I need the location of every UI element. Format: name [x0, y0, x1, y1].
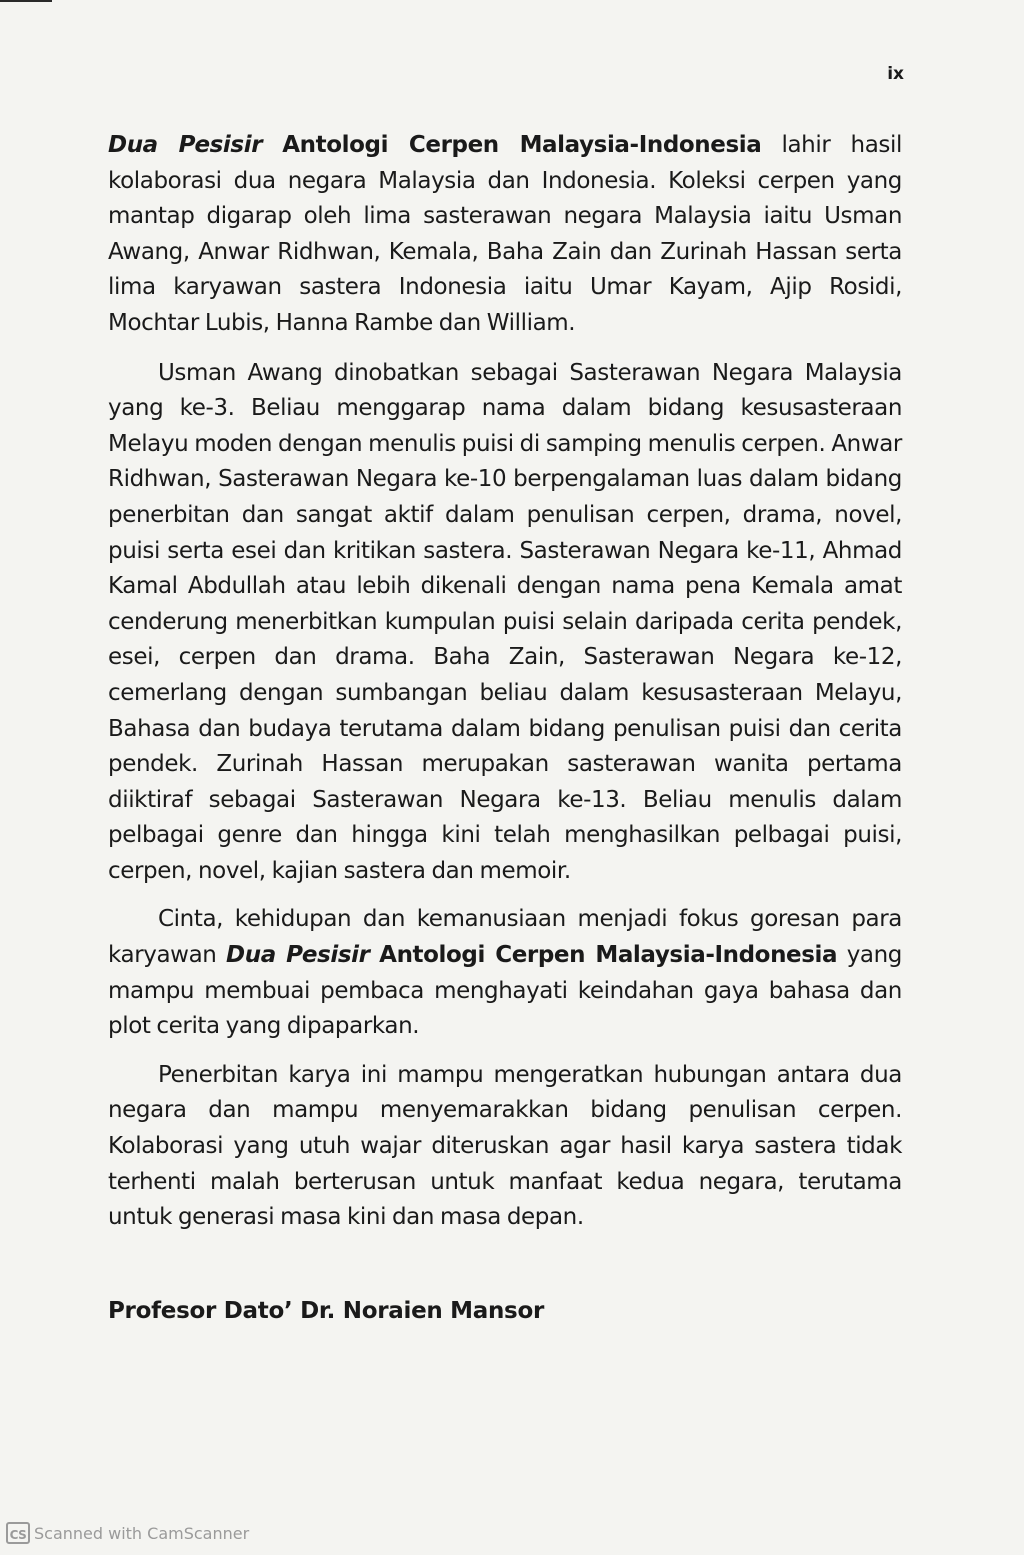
paragraph-focus: [108, 902, 902, 1044]
paragraph-authors: Usman Awang dinobatkan sebagai Sasterawan Negara Malaysia yang ke-3. Beliau menggarap nama dalam bidang kesusasteraan Melayu moden dengan menulis puisi di samping menulis cerpen. Anwar Ridhwan, Sasterawan Negara ke-10 berpengalaman luas dalam bidang penerbitan dan sangat aktif dalam penulisan cerpen, drama, novel, puisi serta esei dan kritikan sastera. Sasterawan Negara ke-11, Ahmad Kamal Abdullah atau lebih dikenali dengan nama pena Kemala amat cenderung menerbitkan kumpulan puisi selain daripada cerita pendek, esei, cerpen dan drama. Baha Zain, Sasterawan Negara ke-12, cemerlang dengan sumbangan beliau dalam kesusasteraan Melayu, Bahasa dan budaya terutama dalam bidang penulisan puisi dan cerita pendek. Zurinah Hassan merupakan sasterawan wanita pertama diiktiraf sebagai Sasterawan Negara ke-13. Beliau menulis dalam pelbagai genre dan hingga kini telah menghasilkan pelbagai puisi, cerpen, novel, kajian sastera dan memoir.: [108, 359, 902, 884]
watermark-text: Scanned with CamScanner: [34, 1523, 250, 1543]
paragraph-focus-text-after: yang mampu membuai pembaca menghayati keindahan gaya bahasa dan plot cerita yang dipaparkan.: [108, 942, 902, 1040]
book-title-italic-2: Dua Pesisir: [226, 942, 370, 969]
book-title-italic: Dua Pesisir: [108, 132, 263, 158]
scanner-watermark: [6, 1522, 249, 1544]
author-signature: Profesor Dato’ Dr. Noraien Mansor: [108, 1298, 544, 1324]
page-body: [108, 128, 902, 1249]
book-title-bold-2: Antologi Cerpen Malaysia-Indonesia: [379, 942, 838, 969]
paragraph-closing: Penerbitan karya ini mampu mengeratkan hubungan antara dua negara dan mampu menyemarakkan bidang penulisan cerpen. Kolaborasi yang utuh wajar diteruskan agar hasil karya sastera tidak terhenti malah berterusan untuk manfaat kedua negara, terutama untuk generasi masa kini dan masa depan.: [108, 1061, 902, 1231]
page-number: ix: [887, 64, 904, 84]
camscanner-logo-icon: CS: [6, 1522, 30, 1544]
paragraph-intro: [108, 128, 902, 342]
book-title-bold: Antologi Cerpen Malaysia-Indonesia: [282, 132, 762, 158]
paragraph-intro-text: lahir hasil kolaborasi dua negara Malaysia dan Indonesia. Koleksi cerpen yang mantap digarap oleh lima sasterawan negara Malaysia iaitu Usman Awang, Anwar Ridhwan, Kemala, Baha Zain dan Zurinah Hassan serta lima karyawan sastera Indonesia iaitu Umar Kayam, Ajip Rosidi, Mochtar Lubis, Hanna Rambe dan William.: [108, 132, 902, 336]
paragraph-focus-text-before: Cinta, kehidupan dan kemanusiaan menjadi fokus goresan para karyawan: [108, 906, 902, 969]
scan-edge-mark: [0, 0, 52, 2]
